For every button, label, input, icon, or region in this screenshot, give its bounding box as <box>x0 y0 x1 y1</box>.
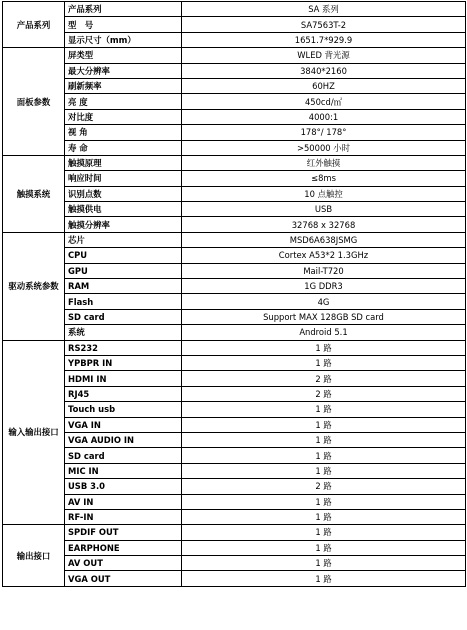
table-row <box>3 217 466 232</box>
spec-label: 对比度 <box>65 109 182 124</box>
spec-label: 亮 度 <box>65 94 182 109</box>
table-row <box>3 479 466 494</box>
spec-label: 视 角 <box>65 125 182 140</box>
spec-value: SA7563T-2 <box>182 17 466 32</box>
spec-value: 1 路 <box>182 463 466 478</box>
spec-label: VGA OUT <box>65 571 182 586</box>
spec-value: 1 路 <box>182 340 466 355</box>
spec-label: Touch usb <box>65 402 182 417</box>
spec-label: HDMI IN <box>65 371 182 386</box>
spec-label: VGA AUDIO IN <box>65 432 182 447</box>
spec-value: Android 5.1 <box>182 325 466 340</box>
table-row <box>3 509 466 524</box>
spec-value: 1 路 <box>182 448 466 463</box>
table-row <box>3 525 466 540</box>
table-row <box>3 94 466 109</box>
table-row <box>3 571 466 586</box>
table-row <box>3 78 466 93</box>
table-row <box>3 432 466 447</box>
spec-label: 显示尺寸（mm） <box>65 32 182 47</box>
spec-value: 1 路 <box>182 571 466 586</box>
spec-value: 450cd/㎡ <box>182 94 466 109</box>
spec-value: 红外触摸 <box>182 155 466 170</box>
table-row <box>3 371 466 386</box>
spec-value: 2 路 <box>182 479 466 494</box>
spec-value: 1 路 <box>182 509 466 524</box>
spec-value: 178°/ 178° <box>182 125 466 140</box>
table-row <box>3 155 466 170</box>
spec-value: 1 路 <box>182 540 466 555</box>
spec-value: 2 路 <box>182 386 466 401</box>
table-row <box>3 309 466 324</box>
spec-table <box>2 1 466 587</box>
spec-value: 3840*2160 <box>182 63 466 78</box>
table-row <box>3 294 466 309</box>
spec-value: Support MAX 128GB SD card <box>182 309 466 324</box>
spec-label: 最大分辨率 <box>65 63 182 78</box>
group-title: 输出接口 <box>3 525 65 587</box>
spec-label: YPBPR IN <box>65 355 182 370</box>
spec-label: Flash <box>65 294 182 309</box>
spec-label: RJ45 <box>65 386 182 401</box>
spec-value: Cortex A53*2 1.3GHz <box>182 248 466 263</box>
table-row <box>3 32 466 47</box>
table-row <box>3 355 466 370</box>
spec-label: MIC IN <box>65 463 182 478</box>
group-title: 触摸系统 <box>3 155 65 232</box>
table-row <box>3 202 466 217</box>
spec-value: 4G <box>182 294 466 309</box>
spec-value: 4000:1 <box>182 109 466 124</box>
spec-label: 屏类型 <box>65 48 182 63</box>
spec-value: 1 路 <box>182 556 466 571</box>
spec-value: WLED 背光源 <box>182 48 466 63</box>
spec-value: >50000 小时 <box>182 140 466 155</box>
table-row <box>3 48 466 63</box>
spec-value: 1 路 <box>182 525 466 540</box>
spec-label: EARPHONE <box>65 540 182 555</box>
table-row <box>3 17 466 32</box>
spec-value: USB <box>182 202 466 217</box>
spec-label: 寿 命 <box>65 140 182 155</box>
spec-label: GPU <box>65 263 182 278</box>
table-row <box>3 125 466 140</box>
table-row <box>3 2 466 17</box>
spec-label: VGA IN <box>65 417 182 432</box>
spec-value: MSD6A638JSMG <box>182 232 466 247</box>
table-row <box>3 232 466 247</box>
table-row <box>3 279 466 294</box>
spec-label: RF-IN <box>65 509 182 524</box>
spec-value: 60HZ <box>182 78 466 93</box>
spec-label: 识别点数 <box>65 186 182 201</box>
table-row <box>3 448 466 463</box>
spec-value: 1 路 <box>182 494 466 509</box>
spec-label: 系统 <box>65 325 182 340</box>
spec-label: 型 号 <box>65 17 182 32</box>
spec-value: 1 路 <box>182 355 466 370</box>
spec-label: 触摸原理 <box>65 155 182 170</box>
table-row <box>3 63 466 78</box>
spec-label: SPDIF OUT <box>65 525 182 540</box>
table-row <box>3 109 466 124</box>
table-row <box>3 186 466 201</box>
spec-label: AV IN <box>65 494 182 509</box>
spec-label: 触摸分辨率 <box>65 217 182 232</box>
spec-value: SA 系列 <box>182 2 466 17</box>
spec-label: AV OUT <box>65 556 182 571</box>
table-row <box>3 263 466 278</box>
spec-value: 2 路 <box>182 371 466 386</box>
spec-label: RAM <box>65 279 182 294</box>
group-title: 面板参数 <box>3 48 65 156</box>
spec-label: 芯片 <box>65 232 182 247</box>
spec-value: 32768 x 32768 <box>182 217 466 232</box>
table-row <box>3 417 466 432</box>
spec-value: 1651.7*929.9 <box>182 32 466 47</box>
spec-label: USB 3.0 <box>65 479 182 494</box>
group-title: 驱动系统参数 <box>3 232 65 340</box>
spec-table-body <box>3 2 466 587</box>
table-row <box>3 463 466 478</box>
spec-label: SD card <box>65 448 182 463</box>
spec-label: 触摸供电 <box>65 202 182 217</box>
spec-label: 响应时间 <box>65 171 182 186</box>
spec-label: CPU <box>65 248 182 263</box>
spec-label: 刷新频率 <box>65 78 182 93</box>
table-row <box>3 171 466 186</box>
table-row <box>3 540 466 555</box>
spec-value: 1G DDR3 <box>182 279 466 294</box>
table-row <box>3 494 466 509</box>
table-row <box>3 556 466 571</box>
table-row <box>3 248 466 263</box>
table-row <box>3 402 466 417</box>
spec-value: 10 点触控 <box>182 186 466 201</box>
spec-value: 1 路 <box>182 432 466 447</box>
table-row <box>3 340 466 355</box>
table-row <box>3 140 466 155</box>
table-row <box>3 325 466 340</box>
group-title: 输入输出接口 <box>3 340 65 525</box>
spec-value: 1 路 <box>182 402 466 417</box>
spec-label: RS232 <box>65 340 182 355</box>
spec-label: SD card <box>65 309 182 324</box>
table-row <box>3 386 466 401</box>
spec-value: 1 路 <box>182 417 466 432</box>
spec-value: Mail-T720 <box>182 263 466 278</box>
spec-label: 产品系列 <box>65 2 182 17</box>
spec-value: ≤8ms <box>182 171 466 186</box>
group-title: 产品系列 <box>3 2 65 48</box>
